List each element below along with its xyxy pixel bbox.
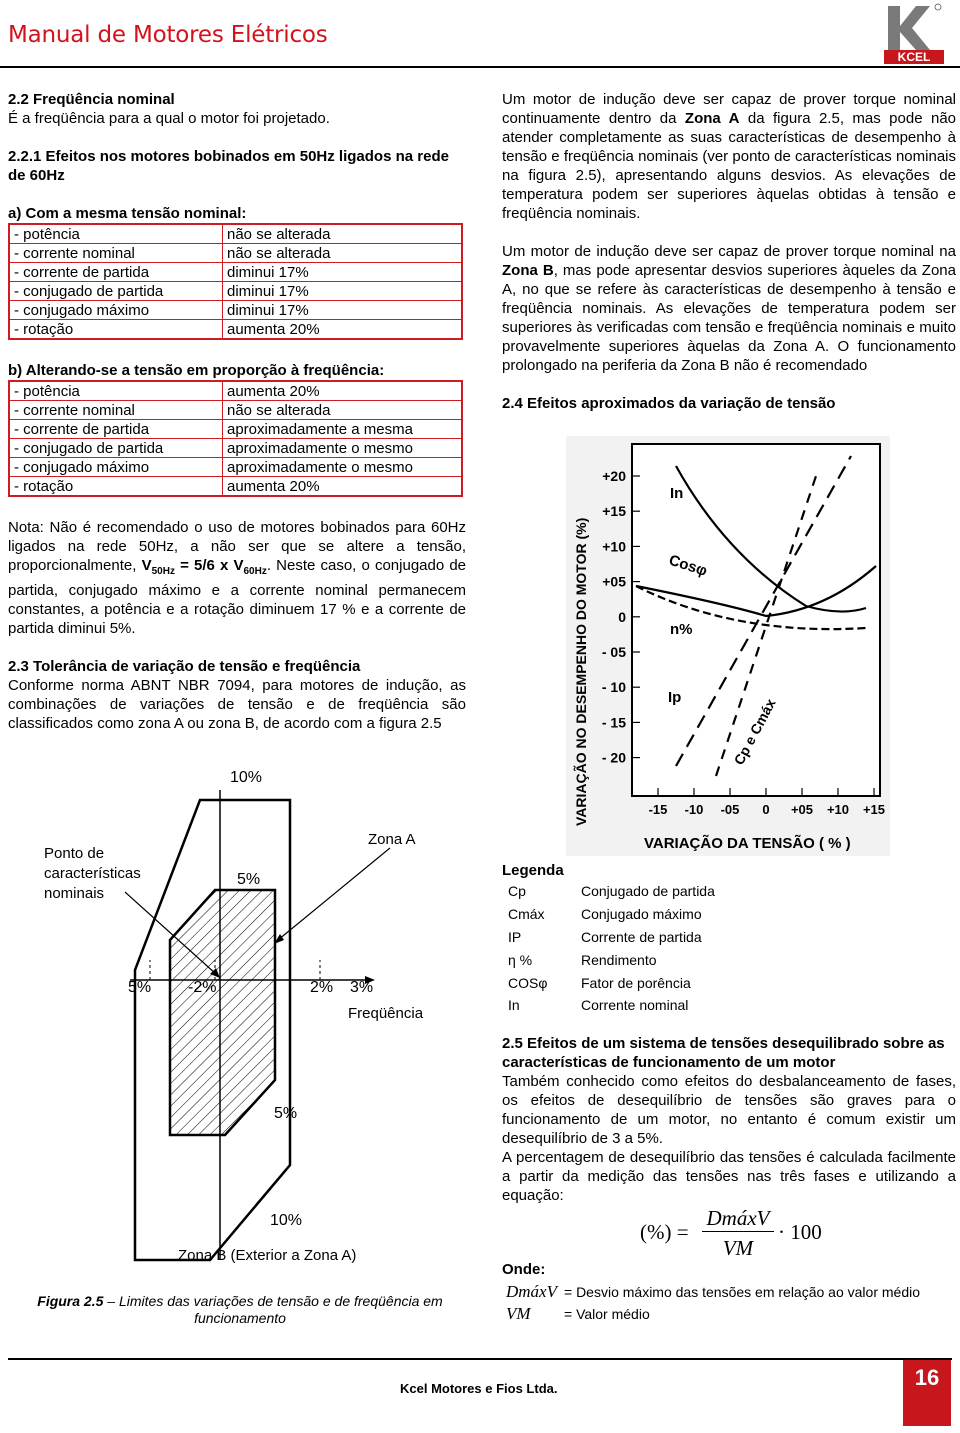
table-a-effect: diminui 17%	[223, 301, 463, 320]
fig-label-inner-bottom-5: 5%	[274, 1105, 298, 1122]
chart-y-tick: - 15	[601, 714, 626, 731]
table-b	[8, 380, 463, 497]
equation-numerator: DmáxV	[702, 1206, 774, 1232]
table-b-effect: aumenta 20%	[223, 477, 463, 497]
chart-label-ip: Ip	[668, 689, 682, 706]
chart-y-tick: - 10	[601, 679, 626, 696]
table-b-effect: aproximadamente a mesma	[223, 420, 463, 439]
equation-multiplier: · 100	[778, 1220, 822, 1244]
table-b-row	[9, 458, 462, 477]
legend-symbol: In	[508, 997, 520, 1014]
zona-a-paragraph: Um motor de indução deve ser capaz de prover torque nominal continuamente dentro da Zona A da figura 2.5, mas pode não atender completamente as suas características de desempenho à tensão e freqüência nominais (ver ponto de características nominais na figura 2.5), apresentando alguns desvios. As elevações de temperatura podem ser superiores àquelas obtidas à tensão e freqüência nominais.	[502, 91, 957, 222]
table-a-row	[9, 224, 462, 244]
legend-description: Conjugado de partida	[581, 883, 715, 900]
fig-label-left-2: -2%	[188, 979, 217, 996]
table-a-title: a) Com a mesma tensão nominal:	[8, 205, 247, 222]
table-b-row	[9, 401, 462, 420]
chart-y-tick: +10	[602, 538, 626, 555]
manual-title: Manual de Motores Elétricos	[8, 22, 328, 48]
chart-y-tick: - 20	[601, 749, 626, 766]
chart-x-title: VARIAÇÃO DA TENSÃO ( % )	[644, 835, 851, 852]
table-b-property: - corrente nominal	[9, 401, 223, 420]
chart-label-cos: Cosφ	[666, 551, 710, 580]
left-column	[8, 90, 466, 733]
fig-label-top-10: 10%	[230, 769, 263, 786]
chart-label-cp: Cp e Cmáx	[730, 696, 779, 768]
fig-label-bottom-10: 10%	[270, 1212, 303, 1229]
table-b-title: b) Alterando-se a tensão em proporção à freqüência:	[8, 362, 385, 379]
definition-symbol: VM	[506, 1304, 531, 1323]
table-a-effect: diminui 17%	[223, 263, 463, 282]
nota-paragraph	[8, 518, 466, 638]
fig-label-left-5: 5%	[128, 979, 152, 996]
fig-label-right-2: 2%	[310, 979, 334, 996]
variable-definitions	[506, 1281, 920, 1325]
legend-row	[508, 994, 715, 1017]
figure-2-5-diagram	[30, 760, 450, 1275]
legend-description: Fator de porência	[581, 974, 691, 991]
table-b-row	[9, 477, 462, 497]
header-rule	[0, 66, 960, 68]
legend-row	[508, 903, 715, 926]
legend-row	[508, 971, 715, 994]
table-a-row	[9, 301, 462, 320]
table-b-property: - conjugado de partida	[9, 439, 223, 458]
legend-symbol: η %	[508, 951, 533, 968]
fig-label-zona-b: Zona B (Exterior a Zona A)	[178, 1247, 357, 1264]
footer-rule	[8, 1358, 952, 1360]
section-2-3-text: Conforme norma ABNT NBR 7094, para motores de indução, as combinações de variações de tensão e de freqüência são classificados como zona A ou zona B, de acordo com a figura 2.5	[8, 677, 466, 732]
table-b-property: - conjugado máximo	[9, 458, 223, 477]
legend-description: Corrente de partida	[581, 928, 702, 945]
footer-company: Kcel Motores e Fios Ltda.	[400, 1381, 558, 1396]
table-b-row	[9, 381, 462, 401]
section-2-3-title: 2.3 Tolerância de variação de tensão e freqüência	[8, 658, 361, 675]
section-2-5-p1: Também conhecido como efeitos do desbalanceamento de fases, os efeitos de desequilíbrio de tensões são graves para o funcionamento de um motor, no entanto é comum existir um desequilíbrio de 3 a 5%.	[502, 1073, 956, 1147]
table-a-row	[9, 263, 462, 282]
kcel-logo	[882, 2, 946, 64]
section-2-2-title: 2.2 Freqüência nominal	[8, 91, 175, 108]
definition-row	[506, 1281, 920, 1303]
nota-formula: $V_{50Hz} = 5/6$ x $V_{60Hz}$	[141, 557, 267, 577]
table-a-row	[9, 244, 462, 263]
table-b-property: - corrente de partida	[9, 420, 223, 439]
chart-y-tick: 0	[618, 608, 626, 625]
right-column	[502, 90, 956, 413]
table-a-effect: diminui 17%	[223, 282, 463, 301]
zone-a-shape	[170, 890, 275, 1135]
fig-label-inner-top-5: 5%	[237, 871, 261, 888]
legend-row	[508, 926, 715, 949]
chart-y-tick: +05	[602, 573, 626, 590]
section-2-5-p2: A percentagem de desequilíbrio das tensões é calculada facilmente a partir da medição das tensões nas três fases e utilizando a equação:	[502, 1149, 956, 1204]
equation-denominator: VM	[722, 1236, 754, 1260]
section-2-2-text: É a freqüência para a qual o motor foi projetado.	[8, 110, 330, 127]
section-2-5-title: 2.5 Efeitos de um sistema de tensões desequilibrado sobre as características de funcionamento de um motor	[502, 1035, 945, 1071]
zona-b-paragraph: Um motor de indução deve ser capaz de prover torque nominal na Zona B, mas pode apresentar desvios superiores àqueles da Zona A, no que se refere às características de desempenho à tensão e freqüência nominais. As elevações de temperatura podem ser superiores às verificadas com tensão e freqüência nominais e muito provavelmente superiores àquelas da Zona A. O funcionamento prolongado na periferia da Zona B não é recomendado	[502, 243, 956, 374]
legend-symbol: IP	[508, 928, 522, 945]
chart-y-tick: +15	[602, 503, 626, 520]
fig-label-ponto-3: nominais	[44, 885, 105, 902]
section-2-5	[502, 1034, 956, 1205]
fig-label-zona-a: Zona A	[368, 831, 416, 848]
chart-y-tick: - 05	[601, 644, 626, 660]
nota-text-1: Nota: Não é recomendado o uso de motores bobinados para 60Hz ligados na rede 50Hz, a não ser que se altere a tensão, proporcionalmente,	[8, 519, 466, 574]
section-2-2-1-title: 2.2.1 Efeitos nos motores bobinados em 50Hz ligados na rede de 60Hz	[8, 148, 449, 184]
legend-symbol: Cp	[508, 883, 526, 900]
table-a	[8, 223, 463, 340]
fig-label-ponto-2: características	[44, 865, 141, 882]
table-b-property: - rotação	[9, 477, 223, 497]
table-a-property: - conjugado de partida	[9, 282, 223, 301]
legend-description: Rendimento	[581, 951, 657, 968]
fig-label-frequencia: Freqüência	[348, 1005, 424, 1022]
chart-x-tick: -15	[648, 802, 668, 817]
table-a-row	[9, 320, 462, 340]
chart-y-title: VARIAÇÃO NO DESEMPENHO DO MOTOR (%)	[573, 517, 589, 826]
voltage-effects-chart	[566, 436, 890, 856]
table-a-property: - corrente nominal	[9, 244, 223, 263]
page-number: 16	[903, 1360, 951, 1426]
table-b-effect: aproximadamente o mesmo	[223, 439, 463, 458]
legend-description: Conjugado máximo	[581, 906, 702, 923]
table-a-property: - potência	[9, 224, 223, 244]
chart-x-tick: +10	[826, 802, 850, 817]
legend-row	[508, 880, 715, 903]
table-a-effect: não se alterada	[223, 244, 463, 263]
legend	[502, 861, 715, 1017]
nota-text-2: . Neste caso, o conjugado de partida, conjugado máximo e a corrente nominal permanecem constantes, a potência e a rotação diminuem 17 % e a corrente de partida diminui 5%.	[8, 557, 467, 637]
table-b-effect: não se alterada	[223, 401, 463, 420]
definition-text: = Desvio máximo das tensões em relação ao valor médio	[564, 1284, 921, 1300]
chart-x-tick: -10	[684, 802, 704, 817]
legend-row	[508, 948, 715, 971]
table-a-property: - corrente de partida	[9, 263, 223, 282]
table-a-effect: não se alterada	[223, 224, 463, 244]
table-a-row	[9, 282, 462, 301]
definition-symbol: DmáxV	[506, 1282, 557, 1301]
legend-description: Corrente nominal	[581, 997, 689, 1014]
chart-x-tick: 0	[762, 802, 770, 817]
equation-lhs: (%) =	[640, 1220, 689, 1244]
table-a-property: - conjugado máximo	[9, 301, 223, 320]
fig-label-ponto-1: Ponto de	[44, 845, 105, 862]
chart-x-tick: -05	[720, 802, 740, 817]
legend-symbol: Cmáx	[508, 906, 545, 923]
chart-x-tick: +15	[862, 802, 886, 817]
chart-label-n: n%	[670, 621, 693, 638]
chart-y-tick: +20	[602, 468, 626, 484]
fig-label-right-3: 3%	[350, 979, 374, 996]
table-b-effect: aumenta 20%	[223, 381, 463, 401]
figure-2-5-caption: Figura 2.5 – Limites das variações de tensão e de freqüência em funcionamento	[37, 1293, 443, 1326]
table-b-effect: aproximadamente o mesmo	[223, 458, 463, 477]
table-b-row	[9, 420, 462, 439]
table-a-effect: aumenta 20%	[223, 320, 463, 340]
table-b-row	[9, 439, 462, 458]
definition-text: = Valor médio	[564, 1306, 650, 1322]
chart-x-tick: +05	[790, 802, 814, 817]
svg-text:KCEL: KCEL	[897, 50, 931, 64]
chart-label-in: In	[670, 485, 684, 502]
onde-label: Onde:	[502, 1261, 546, 1278]
legend-symbol: COSφ	[508, 974, 548, 991]
legend-table	[508, 880, 715, 1017]
definition-row	[506, 1303, 920, 1325]
table-b-property: - potência	[9, 381, 223, 401]
section-2-4-title: 2.4 Efeitos aproximados da variação de tensão	[502, 395, 836, 412]
legend-title: Legenda	[502, 862, 564, 879]
table-a-property: - rotação	[9, 320, 223, 340]
